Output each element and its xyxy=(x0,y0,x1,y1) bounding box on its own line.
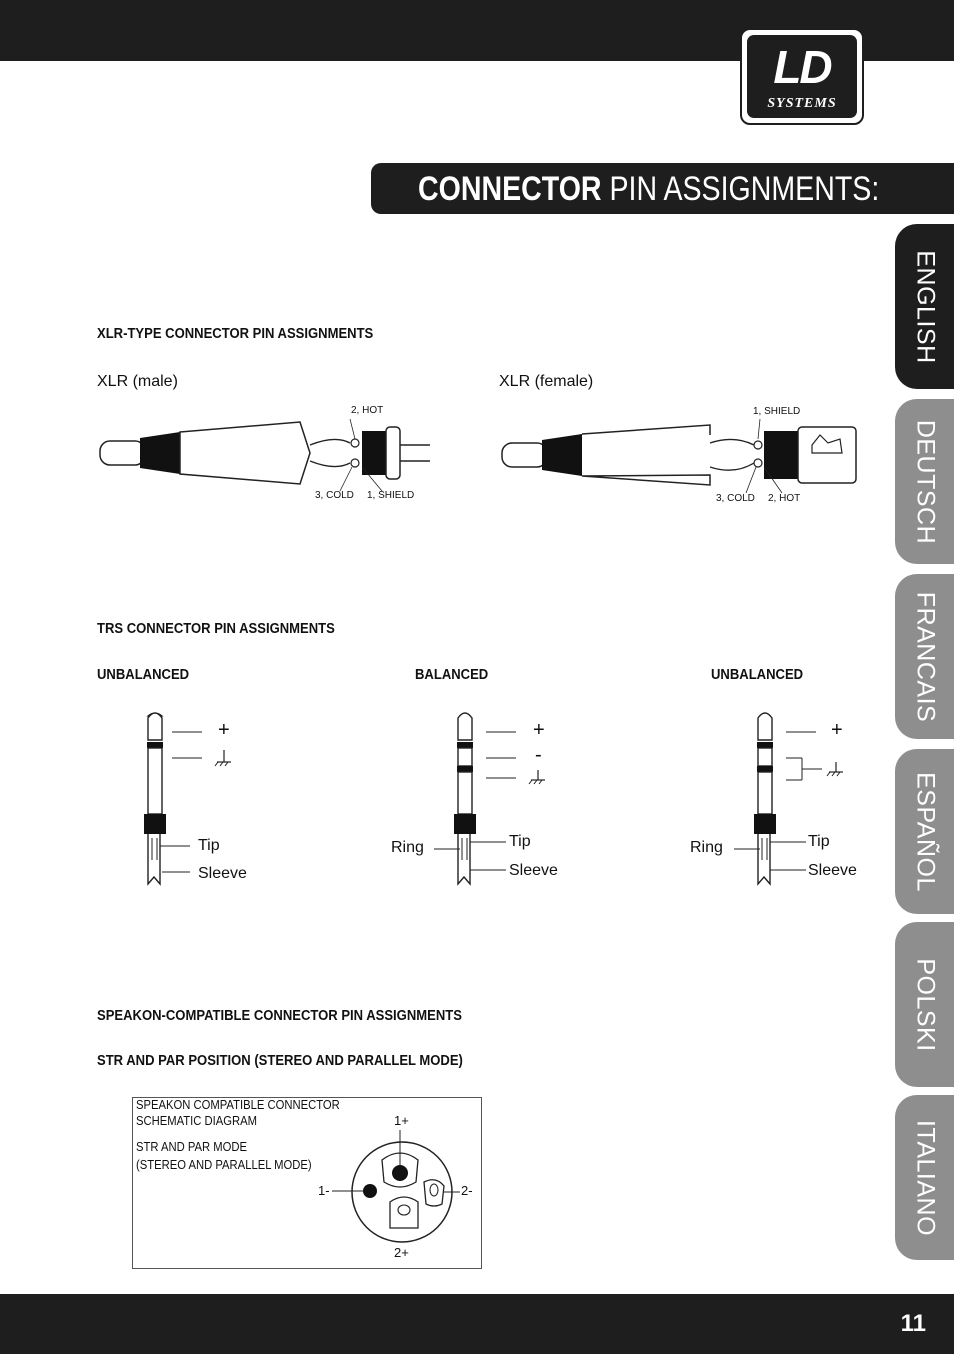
speakon-box-line2: SCHEMATIC DIAGRAM xyxy=(136,1114,258,1128)
xlr-female-pin-hot: 2, HOT xyxy=(768,493,801,504)
xlr-female-label: XLR (female) xyxy=(499,373,594,390)
trs-unbalanced-2-tip-label: Tip xyxy=(808,833,830,850)
tab-english[interactable] xyxy=(895,224,954,389)
tab-english-label: ENGLISH xyxy=(911,249,939,364)
xlr-male-pin-shield: 1, SHIELD xyxy=(367,490,415,501)
page-title-regular: PIN ASSIGNMENTS: xyxy=(601,170,880,208)
trs-balanced-tip-label: Tip xyxy=(509,833,531,850)
tab-espanol[interactable] xyxy=(895,749,954,914)
trs-unbalanced-1-heading: UNBALANCED xyxy=(97,667,190,683)
speakon-pin-1minus: 1- xyxy=(318,1183,330,1198)
speakon-box-line3: STR AND PAR MODE xyxy=(136,1140,248,1154)
trs-unbalanced-2-heading: UNBALANCED xyxy=(711,667,804,683)
trs-heading: TRS CONNECTOR PIN ASSIGNMENTS xyxy=(97,621,335,637)
tab-francais[interactable] xyxy=(895,574,954,739)
speakon-heading: SPEAKON-COMPATIBLE CONNECTOR PIN ASSIGNMENTS xyxy=(97,1008,462,1024)
speakon-box-line1: SPEAKON COMPATIBLE CONNECTOR xyxy=(136,1098,340,1112)
trs-balanced-minus: - xyxy=(535,744,542,766)
bottom-bar xyxy=(0,1294,954,1354)
tab-espanol-label: ESPAÑOL xyxy=(911,771,939,892)
trs-unbalanced-2-ring-label: Ring xyxy=(690,839,723,856)
ld-systems-logo xyxy=(740,28,864,125)
xlr-female-pin-cold: 3, COLD xyxy=(716,493,755,504)
speakon-pin-2plus: 2+ xyxy=(394,1245,409,1260)
trs-unbalanced-2-plus: + xyxy=(831,719,843,741)
speakon-pin-1plus: 1+ xyxy=(394,1113,409,1128)
xlr-female-pin-shield: 1, SHIELD xyxy=(753,406,801,417)
trs-unbalanced-2-sleeve-label: Sleeve xyxy=(808,862,857,879)
speakon-subheading: STR AND PAR POSITION (STEREO AND PARALLEL MODE) xyxy=(97,1053,463,1069)
trs-balanced-plus: + xyxy=(533,719,545,741)
tab-polski[interactable] xyxy=(895,922,954,1087)
logo-main-text: LD xyxy=(773,41,831,93)
trs-balanced-sleeve-label: Sleeve xyxy=(509,862,558,879)
tab-italiano-label: ITALIANO xyxy=(911,1119,939,1236)
tab-polski-label: POLSKI xyxy=(911,957,939,1052)
xlr-male-pin-cold: 3, COLD xyxy=(315,490,354,501)
xlr-male-label: XLR (male) xyxy=(97,373,178,390)
page-title-bar xyxy=(371,163,954,214)
tab-deutsch-label: DEUTSCH xyxy=(911,419,939,544)
trs-unbalanced-1-sleeve-label: Sleeve xyxy=(198,865,247,882)
trs-balanced-ring-label: Ring xyxy=(391,839,424,856)
xlr-female-diagram xyxy=(502,405,862,505)
tab-francais-label: FRANCAIS xyxy=(911,591,939,722)
speakon-box-line4: (STEREO AND PARALLEL MODE) xyxy=(136,1158,312,1172)
logo-sub-text: SYSTEMS xyxy=(767,96,837,111)
trs-unbalanced-1-tip-label: Tip xyxy=(198,837,220,854)
speakon-pin-2minus: 2- xyxy=(461,1183,473,1198)
tab-italiano[interactable] xyxy=(895,1095,954,1260)
tab-deutsch[interactable] xyxy=(895,399,954,564)
page-title xyxy=(418,170,879,208)
trs-balanced-heading: BALANCED xyxy=(415,667,489,683)
xlr-heading: XLR-TYPE CONNECTOR PIN ASSIGNMENTS xyxy=(97,326,374,342)
trs-unbalanced-1-plus: + xyxy=(218,719,230,741)
page-number: 11 xyxy=(900,1310,926,1337)
xlr-male-pin-hot: 2, HOT xyxy=(351,405,384,416)
page-title-bold: CONNECTOR xyxy=(418,170,602,208)
